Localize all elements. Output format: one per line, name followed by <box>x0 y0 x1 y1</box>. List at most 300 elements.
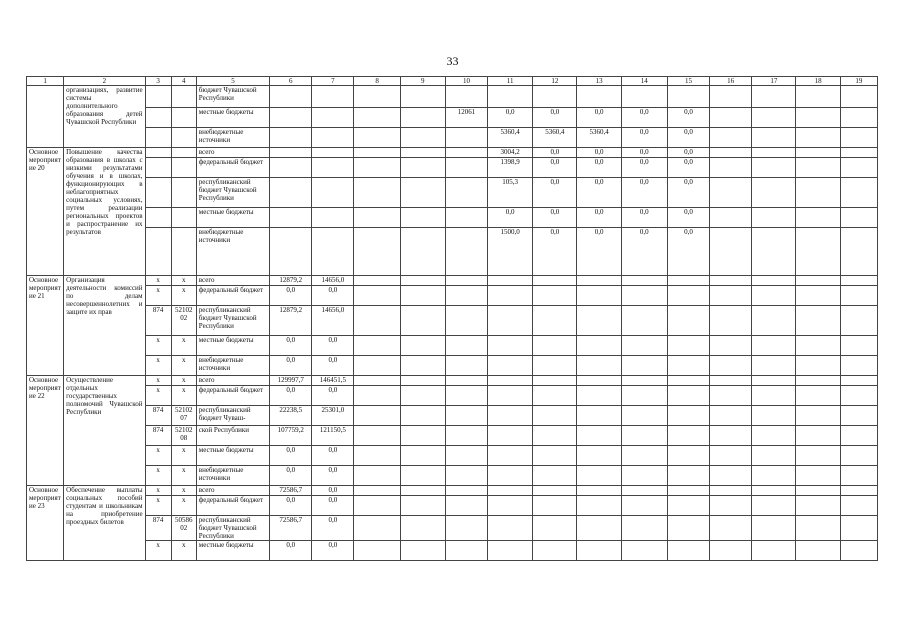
empty-cell <box>354 286 400 306</box>
column-number-18: 18 <box>796 77 840 86</box>
empty-cell <box>354 228 400 276</box>
value-2020-cell: 0,0 <box>312 496 354 516</box>
budget-code-cell: 52102 07 <box>171 406 196 426</box>
measure-number-cell: Основное мероприятие 20 <box>27 148 64 276</box>
empty-cell <box>710 158 752 178</box>
empty-cell <box>840 406 877 426</box>
value-col12-cell <box>533 406 577 426</box>
value-col11-cell <box>488 386 533 406</box>
grbs-code-cell: х <box>145 486 171 496</box>
value-col12-cell <box>533 276 577 286</box>
empty-cell <box>710 486 752 496</box>
value-col15-cell <box>667 466 709 486</box>
empty-cell <box>400 486 445 496</box>
value-col15-cell <box>667 86 709 108</box>
table-row <box>27 306 878 336</box>
empty-cell <box>400 386 445 406</box>
empty-cell <box>354 276 400 286</box>
empty-cell <box>796 228 840 276</box>
measure-name-cell: Повышение качества образования в школах с низкими результатами обучения и в школах, функционирующих в неблагоприятных социальных условиях, путем реализации региональных проектов и распространение их результатов <box>64 148 145 276</box>
empty-cell <box>752 336 796 356</box>
value-col12-cell <box>533 516 577 541</box>
budget-code-cell: х <box>171 446 196 466</box>
value-col12-cell <box>533 541 577 561</box>
empty-cell <box>796 406 840 426</box>
value-col13-cell <box>577 386 621 406</box>
value-col11-cell: 3004,2 <box>488 148 533 158</box>
value-col15-cell <box>667 446 709 466</box>
value-col11-cell: 105,3 <box>488 178 533 208</box>
value-col12-cell <box>533 356 577 376</box>
empty-cell <box>796 496 840 516</box>
value-col14-cell <box>621 446 667 466</box>
empty-cell <box>796 446 840 466</box>
budget-code-cell: х <box>171 486 196 496</box>
column-number-12: 12 <box>533 77 577 86</box>
value-col12-cell <box>533 486 577 496</box>
funding-source-cell: ской Республики <box>196 426 269 446</box>
column-number-5: 5 <box>196 77 269 86</box>
empty-cell <box>710 541 752 561</box>
column-number-13: 13 <box>577 77 621 86</box>
empty-cell <box>796 286 840 306</box>
value-col12-cell: 0,0 <box>533 208 577 228</box>
column-number-row <box>27 77 878 86</box>
value-col15-cell <box>667 386 709 406</box>
value-2019-cell: 0,0 <box>270 286 312 306</box>
value-col11-cell <box>488 286 533 306</box>
value-col11-cell: 1500,0 <box>488 228 533 276</box>
value-col12-cell <box>533 286 577 306</box>
funding-source-cell: бюджет Чувашской Республики <box>196 86 269 108</box>
empty-cell <box>796 466 840 486</box>
budget-code-cell <box>171 108 196 128</box>
value-col12-cell <box>533 426 577 446</box>
empty-cell <box>400 178 445 208</box>
value-col10-cell <box>445 148 487 158</box>
value-2019-cell: 0,0 <box>270 541 312 561</box>
value-col10-cell <box>445 541 487 561</box>
value-col11-cell <box>488 336 533 356</box>
empty-cell <box>354 541 400 561</box>
value-col14-cell: 0,0 <box>621 108 667 128</box>
value-col10-cell <box>445 336 487 356</box>
empty-cell <box>752 356 796 376</box>
empty-cell <box>796 276 840 286</box>
table-row <box>27 86 878 108</box>
value-col15-cell: 0,0 <box>667 148 709 158</box>
value-col12-cell <box>533 306 577 336</box>
budget-code-cell: х <box>171 286 196 306</box>
value-2019-cell: 129997,7 <box>270 376 312 386</box>
table-row <box>27 208 878 228</box>
value-col14-cell <box>621 386 667 406</box>
funding-source-cell: местные бюджеты <box>196 208 269 228</box>
table-body <box>27 77 878 561</box>
grbs-code-cell <box>145 158 171 178</box>
empty-cell <box>354 496 400 516</box>
funding-source-cell: федеральный бюджет <box>196 386 269 406</box>
budget-code-cell: х <box>171 336 196 356</box>
value-col12-cell <box>533 86 577 108</box>
column-number-17: 17 <box>752 77 796 86</box>
value-col13-cell: 0,0 <box>577 158 621 178</box>
value-col10-cell <box>445 516 487 541</box>
empty-cell <box>710 516 752 541</box>
table-row <box>27 376 878 386</box>
value-col10-cell <box>445 356 487 376</box>
empty-cell <box>354 466 400 486</box>
budget-code-cell: х <box>171 356 196 376</box>
budget-code-cell <box>171 208 196 228</box>
value-col15-cell <box>667 541 709 561</box>
value-col11-cell <box>488 516 533 541</box>
funding-source-cell: всего <box>196 376 269 386</box>
empty-cell <box>796 426 840 446</box>
value-col13-cell <box>577 356 621 376</box>
grbs-code-cell: 874 <box>145 516 171 541</box>
value-col13-cell <box>577 466 621 486</box>
empty-cell <box>400 128 445 148</box>
measure-name-cell: Обеспечение выплаты социальных пособий студентам и школьникам на приобретение проездных билетов <box>64 486 145 561</box>
empty-cell <box>400 406 445 426</box>
empty-cell <box>796 158 840 178</box>
empty-cell <box>752 496 796 516</box>
value-col12-cell <box>533 496 577 516</box>
value-2020-cell: 14656,0 <box>312 306 354 336</box>
budget-code-cell: х <box>171 376 196 386</box>
value-2020-cell: 0,0 <box>312 516 354 541</box>
grbs-code-cell: 874 <box>145 406 171 426</box>
funding-source-cell: республиканский бюджет Чувашской Республики <box>196 516 269 541</box>
value-col10-cell <box>445 86 487 108</box>
value-2020-cell: 0,0 <box>312 356 354 376</box>
value-col12-cell: 5360,4 <box>533 128 577 148</box>
value-col14-cell <box>621 541 667 561</box>
grbs-code-cell: х <box>145 376 171 386</box>
value-col15-cell: 0,0 <box>667 208 709 228</box>
value-2019-cell: 0,0 <box>270 336 312 356</box>
funding-source-cell: республиканский бюджет Чуваш- <box>196 406 269 426</box>
value-col10-cell <box>445 496 487 516</box>
value-col13-cell <box>577 426 621 446</box>
value-col10-cell <box>445 386 487 406</box>
value-col12-cell <box>533 446 577 466</box>
value-col15-cell <box>667 426 709 446</box>
empty-cell <box>840 86 877 108</box>
empty-cell <box>354 86 400 108</box>
value-2020-cell: 121150,5 <box>312 426 354 446</box>
budget-code-cell <box>171 158 196 178</box>
empty-cell <box>840 516 877 541</box>
empty-cell <box>354 306 400 336</box>
empty-cell <box>354 446 400 466</box>
table-row <box>27 446 878 466</box>
value-col11-cell <box>488 466 533 486</box>
empty-cell <box>400 446 445 466</box>
value-2020-cell <box>312 86 354 108</box>
empty-cell <box>400 86 445 108</box>
table-row <box>27 228 878 276</box>
column-number-1: 1 <box>27 77 64 86</box>
empty-cell <box>840 108 877 128</box>
empty-cell <box>354 208 400 228</box>
funding-source-cell: внебюджетные источники <box>196 228 269 276</box>
funding-source-cell: федеральный бюджет <box>196 158 269 178</box>
budget-code-cell <box>171 86 196 108</box>
column-number-11: 11 <box>488 77 533 86</box>
table-row <box>27 276 878 286</box>
empty-cell <box>796 516 840 541</box>
empty-cell <box>752 306 796 336</box>
empty-cell <box>752 466 796 486</box>
value-col10-cell <box>445 426 487 446</box>
empty-cell <box>400 466 445 486</box>
column-number-19: 19 <box>840 77 877 86</box>
value-col10-cell <box>445 158 487 178</box>
value-col15-cell <box>667 356 709 376</box>
value-col10-cell <box>445 208 487 228</box>
measure-number-cell: Основное мероприятие 23 <box>27 486 64 561</box>
grbs-code-cell <box>145 108 171 128</box>
table-row <box>27 486 878 496</box>
grbs-code-cell: 874 <box>145 426 171 446</box>
empty-cell <box>710 466 752 486</box>
funding-source-cell: республиканский бюджет Чувашской Республики <box>196 178 269 208</box>
budget-table <box>26 76 878 561</box>
empty-cell <box>796 306 840 336</box>
measure-name-cell: Осуществление отдельных государственных полномочий Чувашской Республики <box>64 376 145 486</box>
empty-cell <box>400 336 445 356</box>
value-col15-cell: 0,0 <box>667 178 709 208</box>
empty-cell <box>752 158 796 178</box>
value-2020-cell <box>312 148 354 158</box>
value-2019-cell: 0,0 <box>270 356 312 376</box>
empty-cell <box>752 376 796 386</box>
empty-cell <box>710 178 752 208</box>
empty-cell <box>354 158 400 178</box>
value-2020-cell: 146451,5 <box>312 376 354 386</box>
value-col13-cell <box>577 376 621 386</box>
column-number-4: 4 <box>171 77 196 86</box>
empty-cell <box>710 446 752 466</box>
value-2020-cell: 25301,0 <box>312 406 354 426</box>
value-col14-cell <box>621 276 667 286</box>
value-2019-cell: 107759,2 <box>270 426 312 446</box>
value-col13-cell <box>577 541 621 561</box>
value-col14-cell <box>621 426 667 446</box>
empty-cell <box>752 446 796 466</box>
empty-cell <box>710 286 752 306</box>
empty-cell <box>840 286 877 306</box>
measure-number-cell: Основное мероприятие 22 <box>27 376 64 486</box>
value-col11-cell <box>488 356 533 376</box>
empty-cell <box>400 516 445 541</box>
value-2020-cell <box>312 208 354 228</box>
value-col13-cell: 0,0 <box>577 148 621 158</box>
value-col14-cell: 0,0 <box>621 228 667 276</box>
funding-source-cell: местные бюджеты <box>196 541 269 561</box>
empty-cell <box>400 108 445 128</box>
value-col11-cell <box>488 376 533 386</box>
value-col14-cell: 0,0 <box>621 178 667 208</box>
value-col12-cell <box>533 376 577 386</box>
table-row <box>27 466 878 486</box>
empty-cell <box>400 541 445 561</box>
column-number-3: 3 <box>145 77 171 86</box>
grbs-code-cell: 874 <box>145 306 171 336</box>
empty-cell <box>752 148 796 158</box>
column-number-10: 10 <box>445 77 487 86</box>
table-row <box>27 148 878 158</box>
empty-cell <box>354 376 400 386</box>
empty-cell <box>354 406 400 426</box>
empty-cell <box>796 178 840 208</box>
value-col11-cell: 5360,4 <box>488 128 533 148</box>
empty-cell <box>840 466 877 486</box>
value-2019-cell <box>270 86 312 108</box>
value-col10-cell <box>445 178 487 208</box>
empty-cell <box>796 148 840 158</box>
empty-cell <box>840 158 877 178</box>
empty-cell <box>354 148 400 158</box>
empty-cell <box>710 356 752 376</box>
table-row <box>27 108 878 128</box>
empty-cell <box>400 158 445 178</box>
table-row <box>27 516 878 541</box>
value-col10-cell <box>445 128 487 148</box>
value-col14-cell <box>621 336 667 356</box>
empty-cell <box>400 228 445 276</box>
empty-cell <box>840 128 877 148</box>
value-col11-cell: 1398,9 <box>488 158 533 178</box>
value-col12-cell: 0,0 <box>533 158 577 178</box>
empty-cell <box>840 276 877 286</box>
empty-cell <box>710 86 752 108</box>
value-col10-cell <box>445 446 487 466</box>
empty-cell <box>752 108 796 128</box>
value-2020-cell: 0,0 <box>312 466 354 486</box>
value-2020-cell: 0,0 <box>312 386 354 406</box>
value-col14-cell <box>621 516 667 541</box>
value-2019-cell: 0,0 <box>270 386 312 406</box>
empty-cell <box>710 336 752 356</box>
value-col15-cell <box>667 376 709 386</box>
budget-code-cell: 52102 02 <box>171 306 196 336</box>
empty-cell <box>752 426 796 446</box>
empty-cell <box>840 426 877 446</box>
value-col12-cell <box>533 336 577 356</box>
value-col15-cell <box>667 276 709 286</box>
value-col11-cell: 0,0 <box>488 108 533 128</box>
value-col15-cell <box>667 486 709 496</box>
table-row <box>27 356 878 376</box>
empty-cell <box>840 208 877 228</box>
value-col12-cell: 0,0 <box>533 108 577 128</box>
value-col10-cell <box>445 306 487 336</box>
empty-cell <box>752 406 796 426</box>
value-col14-cell <box>621 406 667 426</box>
empty-cell <box>752 276 796 286</box>
table-row <box>27 286 878 306</box>
budget-code-cell <box>171 148 196 158</box>
column-number-9: 9 <box>400 77 445 86</box>
value-col14-cell: 0,0 <box>621 148 667 158</box>
value-col10-cell <box>445 286 487 306</box>
value-2019-cell: 12879,2 <box>270 276 312 286</box>
empty-cell <box>752 228 796 276</box>
value-col11-cell <box>488 446 533 466</box>
value-col12-cell <box>533 466 577 486</box>
empty-cell <box>710 426 752 446</box>
value-col12-cell: 0,0 <box>533 178 577 208</box>
empty-cell <box>840 486 877 496</box>
funding-source-cell: федеральный бюджет <box>196 286 269 306</box>
value-col13-cell <box>577 286 621 306</box>
empty-cell <box>400 426 445 446</box>
empty-cell <box>796 108 840 128</box>
table-row <box>27 541 878 561</box>
grbs-code-cell: х <box>145 336 171 356</box>
value-col12-cell <box>533 386 577 406</box>
value-col15-cell <box>667 306 709 336</box>
value-2020-cell <box>312 228 354 276</box>
value-col13-cell <box>577 406 621 426</box>
empty-cell <box>710 386 752 406</box>
funding-source-cell: всего <box>196 486 269 496</box>
value-2019-cell <box>270 148 312 158</box>
table-row <box>27 386 878 406</box>
empty-cell <box>400 208 445 228</box>
grbs-code-cell: х <box>145 386 171 406</box>
empty-cell <box>796 386 840 406</box>
empty-cell <box>400 286 445 306</box>
empty-cell <box>840 306 877 336</box>
value-col14-cell <box>621 376 667 386</box>
empty-cell <box>710 376 752 386</box>
value-col13-cell <box>577 516 621 541</box>
empty-cell <box>710 128 752 148</box>
value-col10-cell <box>445 466 487 486</box>
empty-cell <box>400 148 445 158</box>
grbs-code-cell: х <box>145 496 171 516</box>
value-col13-cell <box>577 486 621 496</box>
empty-cell <box>400 496 445 516</box>
empty-cell <box>710 148 752 158</box>
value-2019-cell: 0,0 <box>270 446 312 466</box>
grbs-code-cell: х <box>145 446 171 466</box>
value-col13-cell: 0,0 <box>577 228 621 276</box>
value-2019-cell: 72586,7 <box>270 486 312 496</box>
empty-cell <box>796 486 840 496</box>
funding-source-cell: внебюджетные источники <box>196 128 269 148</box>
column-number-7: 7 <box>312 77 354 86</box>
value-col11-cell <box>488 486 533 496</box>
empty-cell <box>752 128 796 148</box>
empty-cell <box>840 386 877 406</box>
grbs-code-cell <box>145 86 171 108</box>
value-2019-cell <box>270 208 312 228</box>
empty-cell <box>840 178 877 208</box>
value-2020-cell: 0,0 <box>312 446 354 466</box>
empty-cell <box>710 276 752 286</box>
empty-cell <box>796 128 840 148</box>
funding-source-cell: местные бюджеты <box>196 336 269 356</box>
value-col11-cell <box>488 541 533 561</box>
value-col15-cell <box>667 516 709 541</box>
value-col13-cell <box>577 336 621 356</box>
value-col10-cell: 12061 <box>445 108 487 128</box>
